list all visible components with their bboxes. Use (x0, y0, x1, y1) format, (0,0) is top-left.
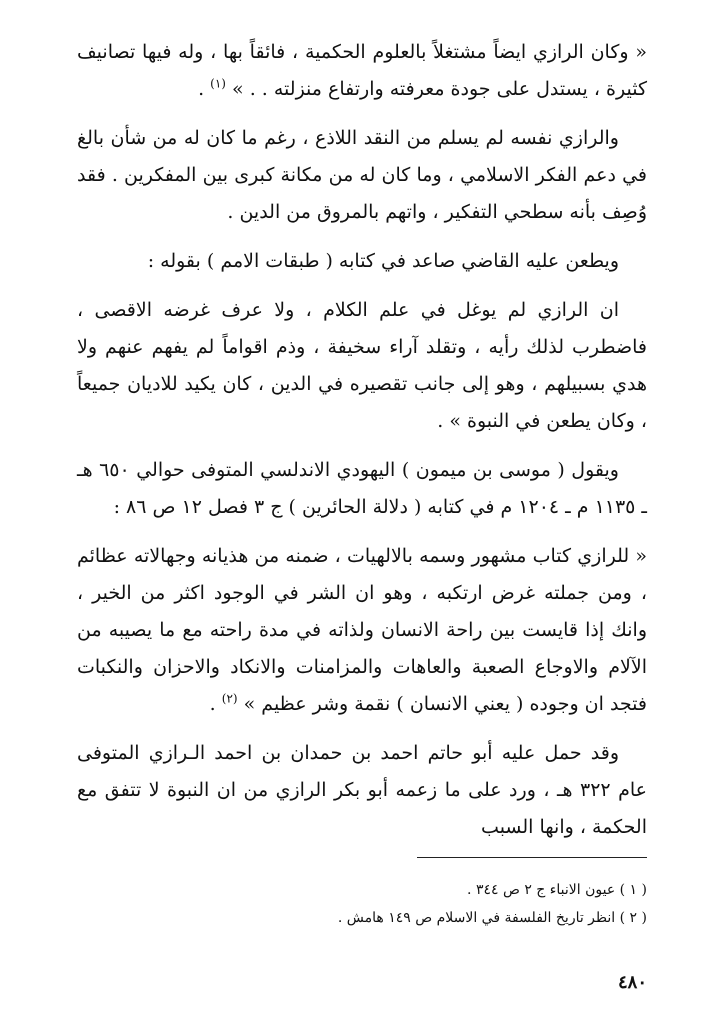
paragraph-criticism: والرازي نفسه لم يسلم من النقد اللاذع ، رغم ما كان له من شأن بالغ في دعم الفكر الاسلامي ، وما كان له من مكانة كبرى بين المفكرين . فقد وُصِف بأنه سطحي التفكير ، واتهم بالمروق من الدين . (77, 127, 647, 223)
paragraph-text: « للرازي كتاب مشهور وسمه بالالهيات ، ضمنه من هذيانه وجهالاته عظائم ، ومن جملته غرض ارتكبه ، وهو ان الشر في الوجود اكثر من الخير ، وانك إذا قايست بين راحة الانسان ولذاته في مدة راحته مع ما يصيبه من الآلام والاوجاع الصعبة والعاهات والمزامنات والانكاد والاحزان والنكبات فتجد ان وجوده ( يعني الانسان ) نقمة وشر عظيم » (77, 545, 647, 715)
paragraph-quote-qadi-said: ان الرازي لم يوغل في علم الكلام ، ولا عرف غرضه الاقصى ، فاضطرب لذلك رأيه ، وتقلد آراء سخيفة ، وذم اقواماً لم يفهم عنهم ولا هدي بسبيلهم ، وهو إلى جانب تقصيره في الدين ، كان يكيد للاديان جميعاً ، وكان يطعن في النبوة » . (77, 299, 647, 432)
paragraph-text: « وكان الرازي ايضاً مشتغلاً بالعلوم الحكمية ، فائقاً بها ، وله فيها تصانيف كثيرة ، يستدل على جودة معرفته وارتفاع منزلته . . » (77, 41, 647, 100)
paragraph-abu-hatim: وقد حمل عليه أبو حاتم احمد بن حمدان بن احمد الـرازي المتوفى عام ٣٢٢ هـ ، ورد على ما زعمه أبو بكر الرازي من ان النبوة لا تتفق مع الحكمة ، وانها السبب (77, 742, 648, 838)
paragraph-qadi-said: ويطعن عليه القاضي صاعد في كتابه ( طبقات الامم ) بقوله : (147, 250, 619, 272)
paragraph-razi-sciences (77, 34, 647, 108)
page-body (77, 34, 647, 858)
footnotes (77, 876, 647, 932)
footnote-divider (417, 857, 647, 858)
footnote-2: ( ٢ ) انظر تاريخ الفلسفة في الاسلام ص ١٤٩ هامش . (337, 910, 647, 926)
footnote-reference: (١) (210, 76, 226, 91)
paragraph-end-mark: . (209, 693, 216, 715)
page-number: ٤٨٠ (617, 972, 647, 993)
footnote-reference: (٢) (221, 691, 238, 706)
footnote-1: ( ١ ) عيون الانباء ج ٢ ص ٣٤٤ . (467, 882, 647, 898)
paragraph-end-mark: . (198, 78, 205, 100)
paragraph-quote-maimonides (77, 538, 647, 723)
paragraph-maimonides: ويقول ( موسى بن ميمون ) اليهودي الاندلسي المتوفى حوالي ٦٥٠ هـ ـ ١١٣٥ م ـ ١٢٠٤ م في كتابه ( دلالة الحائرين ) ج ٣ فصل ١٢ ص ٨٦ : (77, 459, 647, 518)
